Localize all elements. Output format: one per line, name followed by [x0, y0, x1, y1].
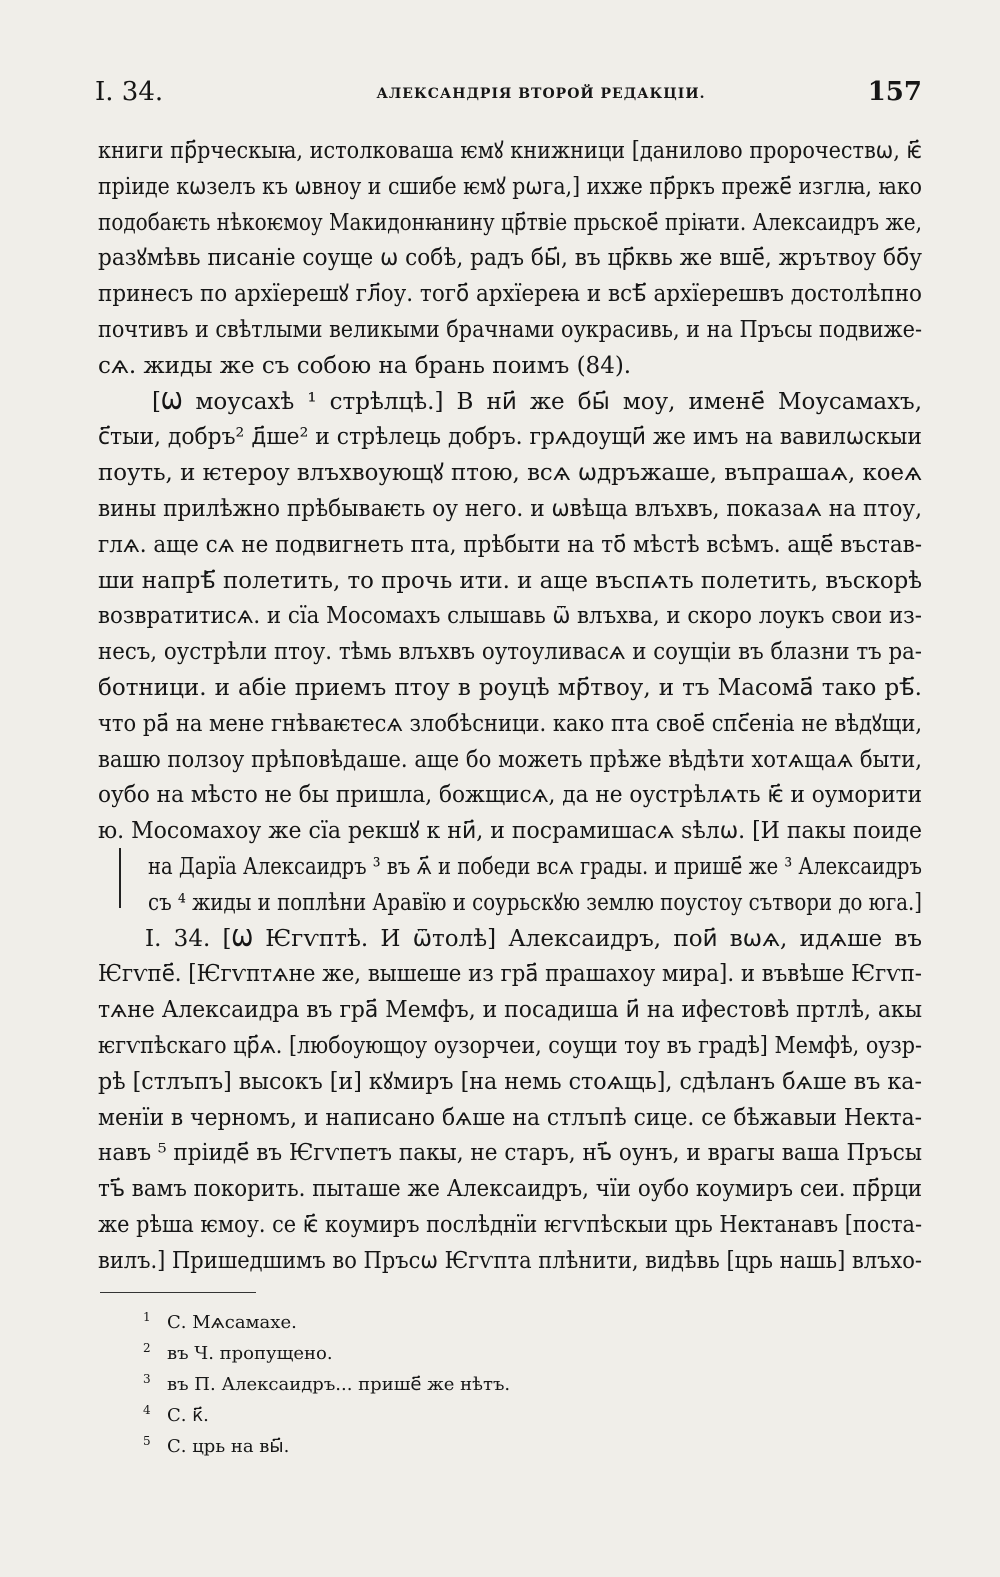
section-heading-line — [145, 922, 922, 958]
text-line — [98, 241, 922, 277]
text-line-content: глѧ. аще сѧ не подвигнеть пта, прѣбыти на то҃ мѣстѣ всѣмъ. аще҃ въстав- — [98, 531, 922, 558]
text-line — [98, 707, 922, 743]
text-line — [98, 993, 922, 1029]
text-line-content: на Дарїа Алексаидръ ³ въ ѧ҃ и победи всѧ грады. и прише҃ же ³ Алексаидръ — [148, 853, 922, 880]
text-line-content: Ѥгѵпе҃. [Ѥгѵптѧне же, вышеше из гра҃ прашахоу мира]. и въвѣше Ѥгѵп- — [98, 961, 922, 988]
marginal-bracket-rule — [119, 848, 121, 908]
text-line — [98, 349, 922, 385]
text-line — [98, 206, 922, 242]
text-line-content: тъ҃ вамъ покорить. пыташе же Алексаидръ, чїи оубо коумиръ сеи. пр҃рци — [98, 1176, 922, 1203]
footnote — [143, 1307, 843, 1338]
page-number: 157 — [867, 77, 922, 107]
footnote-text: въ Ч. пропущено. — [167, 1343, 333, 1364]
text-line — [98, 456, 922, 492]
text-line-content: подобаѥть нѣкоѥмоу Макидонꙗнину цр҃твіе прьское҃ пріꙗти. Алексаидръ же, — [98, 209, 922, 236]
text-line-content: оубо на мѣсто не бы пришла, божщисѧ, да не оустрѣлѧть ѥ҃ и оуморити — [98, 782, 922, 809]
text-line — [98, 957, 922, 993]
text-line — [98, 743, 922, 779]
text-line-content: ботници. и абіе приемъ птоу в роуцѣ мр҃твоу, и тъ Масома҃ тако рѣ҃. — [98, 674, 922, 701]
text-line — [98, 1065, 922, 1101]
text-line-content: I. 34. [Ѡ Ѥгѵптѣ. И ѿтолѣ] Алексаидръ, пои҃ вѡѧ, идѧше въ — [145, 925, 922, 952]
text-line-content: менїи в черномъ, и написано бѧше на стлъпѣ сице. се бѣжавыи Некта- — [98, 1104, 922, 1131]
running-head-section: I. 34. — [95, 77, 164, 107]
section-heading-line — [152, 385, 922, 421]
text-line — [98, 1136, 922, 1172]
text-line — [98, 814, 922, 850]
text-line — [98, 671, 922, 707]
footnote-mark: 4 — [143, 1403, 151, 1417]
text-line-content: ши напрѣ҃ полетить, то прочь ити. и аще въспѧть полетить, въскорѣ — [98, 567, 922, 594]
text-line-content: пріиде кѡзелъ къ ѡвноу и сшибе ѥмꙋ рѡга,] ихже пр҃ркъ преже҃ изглꙗ, ꙗко — [98, 173, 922, 200]
footnote — [143, 1400, 843, 1431]
text-line-content: ѥгѵпѣскаго цр҃ѧ. [любоующоу оузорчеи, соущи тоу въ градѣ] Мемфѣ, оузр- — [98, 1032, 922, 1059]
text-line — [98, 778, 922, 814]
text-line — [98, 492, 922, 528]
text-line-content: вины прилѣжно прѣбываѥть оу него. и ѡвѣща влъхвъ, показаѧ на птоу, — [98, 495, 922, 522]
text-line-content: ю. Мосомахоу же сїа рекшꙋ к ни҃, и посрамишасѧ ѕѣлѡ. [И пакы поиде — [98, 818, 922, 845]
text-line-content: принесъ по архїерешꙋ гл҃оу. того҃ архїереꙗ и всѣ҃ архїерешвъ достолѣпно — [98, 281, 922, 308]
text-line-content: возвратитисѧ. и сїа Мосомахъ слышавь ѿ влъхва, и скоро лоукъ свои из- — [98, 603, 922, 630]
text-line-content: сѧ. жиды же съ собою на брань поимъ (84). — [98, 352, 632, 379]
text-line-content: почтивъ и свѣтлыми великыми брачнами оукрасивь, и на Пръсы подвиже- — [98, 316, 922, 343]
text-line — [98, 1029, 922, 1065]
text-line-content: же рѣша ѥмоу. се ѥ҃ коумиръ послѣднїи ѥгѵпѣскыи црь Нектанавъ [поста- — [98, 1211, 922, 1238]
footnote-mark: 5 — [143, 1434, 151, 1448]
marked-text-line — [148, 886, 922, 922]
text-line — [98, 599, 922, 635]
footnote — [143, 1369, 843, 1400]
footnote-text: С. Мѧсамахе. — [167, 1312, 297, 1333]
text-line-content: тѧне Алексаидра въ гра҃ Мемфъ, и посадиша и҃ на ифестовѣ пртлѣ, акы — [98, 997, 922, 1024]
footnote-text: С. к҃. — [167, 1405, 209, 1426]
footnote — [143, 1338, 843, 1369]
text-line — [98, 1172, 922, 1208]
footnotes — [143, 1307, 843, 1462]
footnote-text: въ П. Алексаидръ... прише҃ же нѣтъ. — [167, 1374, 511, 1395]
text-line-content: рѣ [стлъпъ] высокъ [и] кꙋмиръ [на немь стоѧщь], сдѣланъ бѧше въ ка- — [98, 1068, 922, 1095]
text-line-content: съ ⁴ жиды и поплѣни Аравїю и соурьскꙋю землю поустоу сътвори до юга.] — [148, 889, 922, 916]
text-line-content: [Ѡ моусахѣ ¹ стрѣлцѣ.] В ни҃ же бы҃ моу, имене҃ Моусамахъ, — [152, 388, 922, 415]
footnote — [143, 1431, 843, 1462]
marked-text-line — [148, 850, 922, 886]
text-line — [98, 134, 922, 170]
text-line-content: с҃тыи, добръ² д҃ше² и стрѣлець добръ. грѧдоущи҃ же имъ на вавилѡскыи — [98, 424, 922, 451]
footnote-separator — [100, 1292, 256, 1293]
text-line — [98, 1244, 922, 1280]
text-line — [98, 313, 922, 349]
text-line-content: разꙋмѣвь писаніе соуще ѡ собѣ, радъ бы҃, въ цр҃квь же вше҃, жрътвоу бо҃у — [98, 245, 922, 272]
text-line — [98, 420, 922, 456]
footnote-text: С. црь на вы҃. — [167, 1436, 290, 1457]
text-line-content: книги пр҃рческыꙗ, истолковаша ѥмꙋ книжници [данилово пророчествѡ, ѥ҃ — [98, 138, 922, 164]
text-line-content: несъ, оустрѣли птоу. тѣмь влъхвъ оутоуливасѧ и соущіи въ блазни тъ ра- — [98, 639, 922, 666]
text-line — [98, 1208, 922, 1244]
text-line-content: вашю ползоу прѣповѣдаше. аще бо можеть прѣже вѣдѣти хотѧщаѧ быти, — [98, 746, 922, 773]
text-line-content: что ра҃ на мене гнѣваѥтесѧ злобѣсници. како пта свое҃ спс҃еніа не вѣдꙋщи, — [98, 710, 922, 737]
text-line-content: вилъ.] Пришедшимъ во Пръсѡ Ѥгѵпта плѣнити, видѣвь [црь нашь] влъхо- — [98, 1247, 922, 1274]
text-line — [98, 1101, 922, 1137]
running-head-title: АЛЕКСАНДРІЯ ВТОРОЙ РЕДАКЦІИ. — [376, 86, 706, 102]
footnote-mark: 2 — [143, 1341, 151, 1355]
text-line-content: навъ ⁵ пріиде҃ въ Ѥгѵпетъ пакы, не старъ, нъ҃ оунъ, и врагы ваша Пръсы — [98, 1140, 922, 1167]
footnote-mark: 3 — [143, 1372, 151, 1386]
footnote-mark: 1 — [143, 1310, 151, 1324]
main-text — [98, 134, 922, 1280]
text-line-content: поуть, и ѥтероу влъхвоующꙋ птою, всѧ ѡдръжаше, въпрашаѧ, коеѧ — [98, 460, 922, 487]
text-line — [98, 528, 922, 564]
text-line — [98, 635, 922, 671]
text-line — [98, 564, 922, 600]
text-line — [98, 170, 922, 206]
text-line — [98, 277, 922, 313]
